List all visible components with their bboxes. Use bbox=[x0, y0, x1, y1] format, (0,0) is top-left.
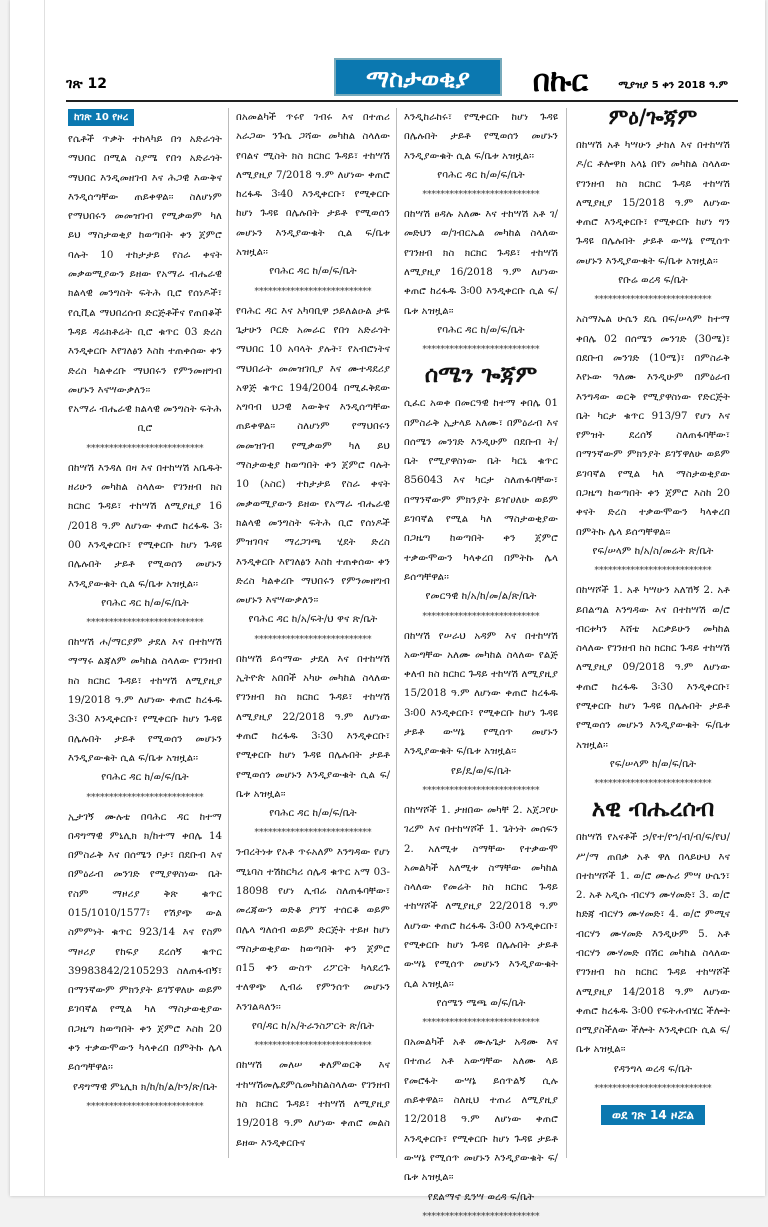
star-separator: ************************** bbox=[86, 1101, 204, 1112]
notice bbox=[404, 394, 558, 622]
page-edge bbox=[44, 0, 45, 1196]
notice bbox=[404, 801, 558, 1029]
notice-text: በከሣሽ መለሠ ቀለምወርቅ እና ተከሣሽመሌደምሴመካከልስላለው የገንዘብ ክስ ክርክር ጉዳይ፣ ተከሣሽ ለሚያዚያ 19/2018 ዓ.ም ለሆነው ቀጠሮ መልስ ይዘው እንዲቀርቡና bbox=[236, 1060, 390, 1149]
notice-text: በከሣሽ ሐ/ማርያም ታደለ እና በተከሣሽ ማማሩ ልጃለም መካከል ስላለው የገንዘብ ክስ ክርክር ጉዳይ፣ ተከሣሽ ለሚያዚያ 19/2018 ዓ.ም ለሆነው ቀጠሮ ከረፋዱ 3፡30 እንዲቀርቡ፣ የሚቀርቡ ከሆነ ጉዳዩ በሌሉበት ታይቶ የሚወሰን መሆኑን እንዲያውቁት ሲል ፍ/ቤቱ አዝዟል፡፡ bbox=[68, 637, 222, 764]
notice-text: በከሣሾች 1. አቶ ካሣሁን አለኸኝ 2. አቶ ይበልጣል እንግዳው እና በተከሣሽ ወ/ሮ ብርቱካን እሸቴ አርቃይሁን መካከል ስላለው የገንዘብ ክስ ክርክር ጉዳይ ተከሣሽ ለሚያዚያ 09/2018 ዓ.ም ለሆነው ቀጠሮ ከረፋዱ 3፡30 እንዲቀርቡ፣ የሚቀርቡ ከሆነ ጉዳዩ በሌሉበት ታይቶ የሚወሰን መሆኑን እንዲያውቁት ፍ/ቤቱ አዝዟል፡፡ bbox=[576, 585, 730, 751]
star-separator: ************************** bbox=[254, 634, 372, 645]
star-separator: ************************** bbox=[254, 286, 372, 297]
notice bbox=[236, 302, 390, 646]
notice bbox=[576, 581, 730, 790]
notice-signature: የባሕር ዳር ከ/ወ/ፍ/ቤት bbox=[437, 324, 525, 336]
notice-text: በከሣሽ አቶ ካሣሁን ታከለ እና በተከሣሽ ዶ/ር ቶሎዋክ አላኔ በየነ መካከል ስላለው የገንዘብ ክስ ክርክር ጉዳይ ተከሣሽ ለሚያዚያ 15/2018 ዓ.ም ለሆነው ቀጠሮ እንዲቀርቡ፣ የሚቀርቡ ከሆነ ግን ጉዳዩ በሌሉበት ታይቶ ውሣኔ የሚሰጥ መሆኑን እንዲያውቁት ፍ/ቤቱ አዝዟል፡፡ bbox=[576, 140, 730, 267]
notice bbox=[236, 650, 390, 840]
star-separator: ************************** bbox=[422, 611, 540, 622]
star-separator: ************************** bbox=[594, 1084, 712, 1095]
notice bbox=[68, 808, 222, 1113]
star-separator: ************************** bbox=[594, 779, 712, 790]
notice-signature: የአማራ ብሔራዊ ክልላዊ መንግስት ፍትሕ ቢሮ bbox=[68, 404, 222, 435]
notice-list bbox=[576, 136, 730, 790]
notice bbox=[576, 310, 730, 577]
notice-text: በከሣሽ ይሳማው ታደለ እና በተከሣሽ ኢትዮጵ አበበች አካሁ መካከል ስላለው የገንዘብ ክስ ክርክር ጉዳይ፣ ተከሣሽ ለሚያዚያ 22/2018 ዓ.ም ለሆነው ቀጠሮ ከረፋዱ 3፡30 እንዲቀርቡ፣ የሚቀርቡ ከሆነ ጉዳዩ በሌሉበት ታይቶ የሚወሰን መሆኑን እንዲያውቁት ሲል ፍ/ቤቱ አዝዟል፡፡ bbox=[236, 653, 390, 800]
star-separator: ************************** bbox=[86, 443, 204, 454]
notice-signature: የባሕር ዳር ከ/አ/ፍት/ህ ዋና ጽ/ቤት bbox=[248, 614, 378, 626]
continued-from-tag: ከገጽ 10 የዞረ bbox=[68, 109, 134, 126]
column-divider bbox=[228, 108, 229, 1158]
notice bbox=[68, 130, 222, 455]
notice-text: በአመልካች ጥሩየ ገብሩ እና በተጠሪ አራጋው ንጉሴ ጋሻው መካከል ስላለው የባልና ሚስት ክስ ክርክር ጉዳይ፣ ተከሣሽ ለሚያዚያ 7/2018 ዓ.ም ለሆነው ቀጠሮ ከረፋዱ 3፡40 እንዲቀርቡ፣ የሚቀርቡ ከሆነ ጉዳዩ በሌሉበት ታይቶ የሚወሰን መሆኑን እንዲያውቁት ሲል ፍ/ቤቱ አዝዟል፡፡ bbox=[236, 112, 390, 259]
star-separator: ************************** bbox=[422, 1018, 540, 1029]
paper-name: በኩር bbox=[532, 64, 588, 99]
notice-signature: የባሕር ዳር ከ/ወ/ፍ/ቤት bbox=[269, 808, 357, 820]
notice-signature: የዳንግላ ወረዳ ፍ/ቤት bbox=[613, 1063, 693, 1075]
star-separator: ************************** bbox=[422, 345, 540, 356]
notice-signature: የፍ/ሠላም ከ/ወ/ፍ/ቤት bbox=[609, 758, 697, 770]
notice-signature: የሰሜን ሜጫ ወ/ፍ/ቤት bbox=[436, 997, 526, 1009]
star-separator: ************************** bbox=[86, 618, 204, 629]
notice-text: በአመልካች አቶ ሙሉጌታ አዳሙ እና በተጠሪ አቶ አውግቸው አለሙ ላይ የመሮፋት ውሣኔ ይሰጥልኝ ሲሉ ጠይቀዋል፡፡ ስለዚህ ተጠሪ ለሚያዚያ 12/2018 ዓ.ም ለሆነው ቀጠሮ እንዲቀርቡ፣ የሚቀርቡ ከሆነ ጉዳዩ ታይቶ ውሣኔ የሚሰጥ መሆኑን እንዲያውቁት ፍ/ቤቱ አዝዟል፡፡ bbox=[404, 1037, 558, 1184]
notice-list bbox=[68, 130, 222, 1113]
notice-text: የባሕር ዳር እና አካባቢዋ ኃይለልዑል ታዬ ጌታሁን ቦርድ አመራር የበጎ አድራጎት ማህበር 10 አባላት ያሉት፣ የአብሮነትና ማህበራት መመዝገቢያ እና ሙተዳደሪያ አዋጅ ቁጥር 194/2004 በሚፈቅደው አግባብ ህጋዊ እውቅና እንዲሰጣቸው ጠይቀዋል፡፡ ስለሆነም የማህበሩን መመዝገብ የሚቃወም ካለ ይህ ማስታወቂያ ከወጣበት ቀን ጀምሮ ባሉት 10 (አስር) ተከታታይ የስራ ቀናት መቃወሚያውን ይዘው የአማራ ብሔራዊ ክልላዊ መንግስት ፍትሕ ቢሮ የሰነዶች ምዝገባና ማረጋገጫ ሂደት ድረስ እንዲቀርቡ እየገለፅን እስከ ተጠቀሰው ቀን ድረስ ካልቀረቡ ማህበሩን የምንመዘግብ መሆኑን እናሣውቃለን፡፡ bbox=[236, 305, 390, 607]
notice-signature: የባሕር ዳር ከ/ወ/ፍ/ቤት bbox=[437, 169, 525, 181]
notice-text: አስማኤል ሁሴን ደሴ በፍ/ሠላም ከተማ ቀበሌ 02 በሰሜን መንገድ (30ሜ)፣ በደቡብ መንገድ (10ሜ)፣ በምስራቅ እየኑው ዓለሙ እንዲሁም በምዕራብ እንግዳው ወርቅ የሚያዋስነው የድርጅት ቤት ካርታ ቁጥር 913/97 የሆነ እና የምዝት ደረሰኝ ስለጠፋባቸው፣ በማንኛውም ምክንያት ይገኘዋለሁ ወይም ይገባኛል የሚል ካለ ማስታወቂያው በጋዜጣ ከወጣበት ቀን ጀምሮ እስከ 20 ቀናት ድረስ ተቃውሞውን ካላቀረበ በምትኩ ሌላ ይሰጣቸዋል፡፡ bbox=[576, 314, 730, 538]
notice-list bbox=[576, 828, 730, 1095]
section-heading: ሰሜን ጐጃም bbox=[424, 361, 538, 389]
notice-signature: የቡሬ ወረዳ ፍ/ቤት bbox=[618, 275, 688, 287]
column-divider bbox=[566, 108, 567, 1158]
notice-text: በከሣሽ ፀዳሉ አለሙ እና ተከሣሽ አቶ ገ/መድህን ወ/ገብርኤል መካከል ስላለው የገንዘብ ክስ ክርክር ጉዳይ፣ ተከሣሽ ለሚያዚያ 16/2018 ዓ.ም ለሆነው ቀጠሮ ከረፋዱ 3፡00 እንዲቀርቡ ሲል ፍ/ቤቱ አዝዟል፡፡ bbox=[404, 209, 558, 317]
notice-list bbox=[236, 108, 390, 1153]
column-4 bbox=[576, 104, 730, 1125]
notice bbox=[576, 136, 730, 306]
notice-signature: የባ/ዳር ከ/አ/ትራንስፖርት ጽ/ቤት bbox=[251, 1021, 375, 1033]
column-3 bbox=[404, 108, 558, 1227]
star-separator: ************************** bbox=[422, 190, 540, 201]
page-number: ገጽ 12 bbox=[66, 76, 108, 92]
notice bbox=[236, 843, 390, 1052]
notice-list bbox=[404, 394, 558, 1223]
star-separator: ************************** bbox=[254, 1041, 372, 1052]
continued-to-label[interactable]: ወደ ገጽ 14 ዞሯል bbox=[601, 1105, 705, 1125]
star-separator: ************************** bbox=[422, 785, 540, 796]
column-1 bbox=[68, 108, 222, 1117]
notice bbox=[236, 108, 390, 298]
column-divider bbox=[396, 108, 397, 1158]
notice-text: በከሣሽ የሠራህ አዳም እና በተከሣሽ አውግቸው አለሙ መካከል ስላለው የልጅ ቀለብ ክስ ክርክር ጉዳይ ተከሣሽ ለሚያዚያ 15/2018 ዓ.ም ለሆነው ቀጠሮ ከረፋዱ 3፡00 እንዲቀርቡ፣ የሚቀርቡ ከሆነ ጉዳዩ ታይቶ ውሣኔ የሚሰጥ መሆኑን እንዲያውቁት ፍ/ቤቱ አዝዟል፡፡ bbox=[404, 630, 558, 758]
notice bbox=[576, 828, 730, 1095]
notice bbox=[404, 205, 558, 356]
notice-signature: የባሕር ዳር ከ/ወ/ፍ/ቤት bbox=[269, 266, 357, 278]
notice-text: በከሣሽ የአናቶች ኃ/የተ/የኀ/ብ/ብ/ፍ/የህ/ሥ/ማ ጠበቃ አቶ ዋለ በላይሁህ እና በተከሣሾች 1. ወ/ሮ ሙሉሪ ምሣ ሁሴን፣ 2. አቶ አዲሱ ብርሃን ሙሃመድ፣ 3. ወ/ሮ ከድጃ ብርሃን ሙሃመድ፣ 4. ወ/ሮ ምሚና ብርሃን ሙሃመድ እንዲሁም 5. አቶ ብርሃን ሙሃመድ በሽር መካከል ስላለው የገንዘብ ክስ ክርክር ጉዳይ ተከሣሾች ለሚያዚያ 14/2018 ዓ.ም ለሆነው ቀጠሮ ከረፋዱ 3፡00 የፍትሐብሄር ችሎት በሚያስችለው ችሎት እንዲቀርቡ ሲል ፍ/ቤቱ አዝዟል፡፡ bbox=[576, 832, 730, 1056]
newspaper-page bbox=[10, 0, 765, 1222]
notice-signature: የፍ/ሠላም ከ/አ/ስ/መሬት ጽ/ቤት bbox=[592, 545, 714, 557]
notice-text: ንብረትነቱ የአቶ ጥሩአለም እንግዳው የሆነ ሚኒባስ ተሽከርካሪ ሰሌዳ ቁጥር አማ 03-18098 የሆነ ሊብሬ ስለጠፋባቸው፣ መረጃውን ወድቆ ያገኘ ተሰርቆ ወይም በሌላ ግለሰብ ወይም ድርጅት ተይዞ ከሆነ ማስታወቂያው ከወጣበት ቀን ጀምሮ በ15 ቀን ውስጥ ሪፖርት ካላደረጉ ተለዋጭ ሊብሬ የምንሰጥ መሆኑን እንገልጻለን፡፡ bbox=[236, 847, 390, 1013]
notice-signature: የዳግማዊ ምኒሊክ ክ/ከ/ከ/ል/ኮን/ጽ/ቤት bbox=[73, 1081, 217, 1093]
issue-date: ሚያዝያ 5 ቀን 2018 ዓ.ም bbox=[618, 80, 728, 91]
notice bbox=[404, 627, 558, 797]
section-heading: ምዕ/ጐጃም bbox=[608, 104, 698, 129]
section-banner: ማስታወቂያ bbox=[334, 58, 502, 96]
notice-text: የሴቶች ጥቃት ተከላካይ በጎ አድራጎት ማህበር በሚል ስያሜ የበጎ አድራጎት ማህበር እንዲመዘገብ እና ሕጋዊ እውቅና እንዲሰጣቸው ጠይቀዋል፡፡ ስለሆነም የማህበሩን መመዝገብ የሚቃወም ካለ ይህ ማስታወቂያ ከወጣበት ቀን ጀምሮ ባሉት 10 ተከታታይ የስራ ቀናት መቃወሚያውን ይዘው የአማራ ብሔራዊ ክልላዊ መንግስት ፍትሕ ቢሮ የሰነዶች፣ የሲቪል ማህበረሰብ ድርጅቶችና የጠበቆች ጉዳይ ዳሬክቶሬት ቢሮ ቁጥር 03 ድረስ እንዲቀርቡ እየገለፅን እስከ ተጠቀሰው ቀን ድረስ ካልቀረቡ ማህበሩን የምንመዘግብ መሆኑን እናሣውቃለን፡፡ bbox=[68, 134, 222, 396]
star-separator: ************************** bbox=[422, 1211, 540, 1222]
notice-signature: የባሕር ዳር ከ/ወ/ፍ/ቤት bbox=[101, 597, 189, 609]
notice-text: ኢታገኝ ሙሉቴ በባሕር ዳር ከተማ በዳግማዊ ምኒሊክ ክ/ከተማ ቀበሌ 14 በምስራቅ እና በሰሜን ቦታ፣ በደቡብ እና በምዕራብ መንገድ የሚያዋስነው ቤት የስም ማዞሪያ ቅጽ ቁጥር 015/1010/1577፣ የሽያጭ ውል ስምምነት ቁጥር 923/14 እና የስም ማዞሪያ የከፍያ ደረሰኝ ቁጥር 39983842/2105293 ስለጠፋብኝ፣ በማንኛውም ምክንያት ይገኘዋለሁ ወይም ይገባኛል የሚል ካለ ማስታወቂያው በጋዜጣ ከወጣበት ቀን ጀምሮ እስከ 20 ቀን ተቃውሞውን ካላቀረበ በምትኩ ሌላ ይሰጣቸዋል፡፡ bbox=[68, 811, 222, 1074]
notice bbox=[404, 108, 558, 201]
notice bbox=[236, 1056, 390, 1152]
star-separator: ************************** bbox=[594, 566, 712, 577]
notice-text: እንዲከራከሩ፣ የሚቀርቡ ከሆነ ጉዳዩ በሌሉበት ታይቶ የሚወሰን መሆኑን እንዲያውቁት ሲል ፍ/ቤቱ አዝዟል፡፡ bbox=[404, 112, 558, 162]
notice-signature: የይ/ዴ/ወ/ፍ/ቤት bbox=[451, 765, 511, 777]
notice bbox=[68, 459, 222, 629]
star-separator: ************************** bbox=[254, 828, 372, 839]
notice-signature: የባሕር ዳር ከ/ወ/ፍ/ቤት bbox=[101, 772, 189, 784]
notice-signature: የመርዓዊ ከ/አ/ከ/መ/ል/ጽ/ቤት bbox=[425, 591, 537, 603]
notice bbox=[404, 1033, 558, 1223]
notice-text: ሲፈር አወቀ በመርዓዊ ከተማ ቀበሌ 01 በምስራቅ ኢታላይ አለሙ፣ በምዕራብ እና በሰሜን መንገድ እንዲሁም በደቡብ ት/ቤት የሚያዋስነው ቤት ካርኒ ቁጥር 856043 እና ካርታ ስለጠፋባቸው፣ በማንኛውም ምክንያት ይዠሀለሁ ወይም ይገባኛል የሚል ካለ ማስታወቂያው በጋዜጣ ከወጣበት ቀን ጀምሮ ተቃውሞውን ካላቀረበ በምትኩ ሌላ ይሰጣቸዋል፡፡ bbox=[404, 398, 558, 583]
page-header bbox=[66, 58, 738, 98]
notice bbox=[68, 633, 222, 803]
notice-list bbox=[404, 108, 558, 356]
section-heading: አዊ ብሔረሰብ bbox=[591, 795, 715, 823]
star-separator: ************************** bbox=[594, 295, 712, 306]
notice-text: በከሣሽ እንዳለ በዛ እና በተከሣሽ አቤዱት ዘሪሁን መካከል ስላለው የገንዘብ ክስ ክርክር ጉዳይ፣ ተከሣሽ ለሚያዚያ 16 /2018 ዓ.ም ለሆነው ቀጠሮ ከረፋዱ 3፡00 እንዲቀርቡ፣ የሚቀርቡ ከሆነ ጉዳዩ በሌሉበት ታይቶ የሚወሰን መሆኑን እንዲያውቁት ሲል ፍ/ቤቱ አዝዟል፡፡ bbox=[68, 462, 222, 590]
notice-text: በከሣሾች 1. ታዘበው መካቸ 2. አጀጋየሁ ገረም እና በተከሣሾች 1. ጌትነት መሰፍን 2. አለሚቱ ስማቸው የተቃውሞ አመልካች አለሚቱ ስማቸው መካከል ስላለው የመሬት ክስ ክርክር ጉዳይ ተከሣሾች ለሚያዚያ 22/2018 ዓ.ም ለሆነው ቀጠሮ ከረፋዱ 3፡00 እንዲቀርቡ፣ የሚቀርቡ ከሆነ ጉዳዩ በሌሉበት ታይቶ ውሣኔ የሚሰጥ መሆኑን እንዲያውቁት ሲል አዝዟል፡፡ bbox=[404, 804, 558, 990]
star-separator: ************************** bbox=[86, 792, 204, 803]
column-2 bbox=[236, 108, 390, 1153]
notice-signature: የደልማኖ ዴንሣ ወረዳ ፍ/ቤት bbox=[427, 1191, 535, 1203]
